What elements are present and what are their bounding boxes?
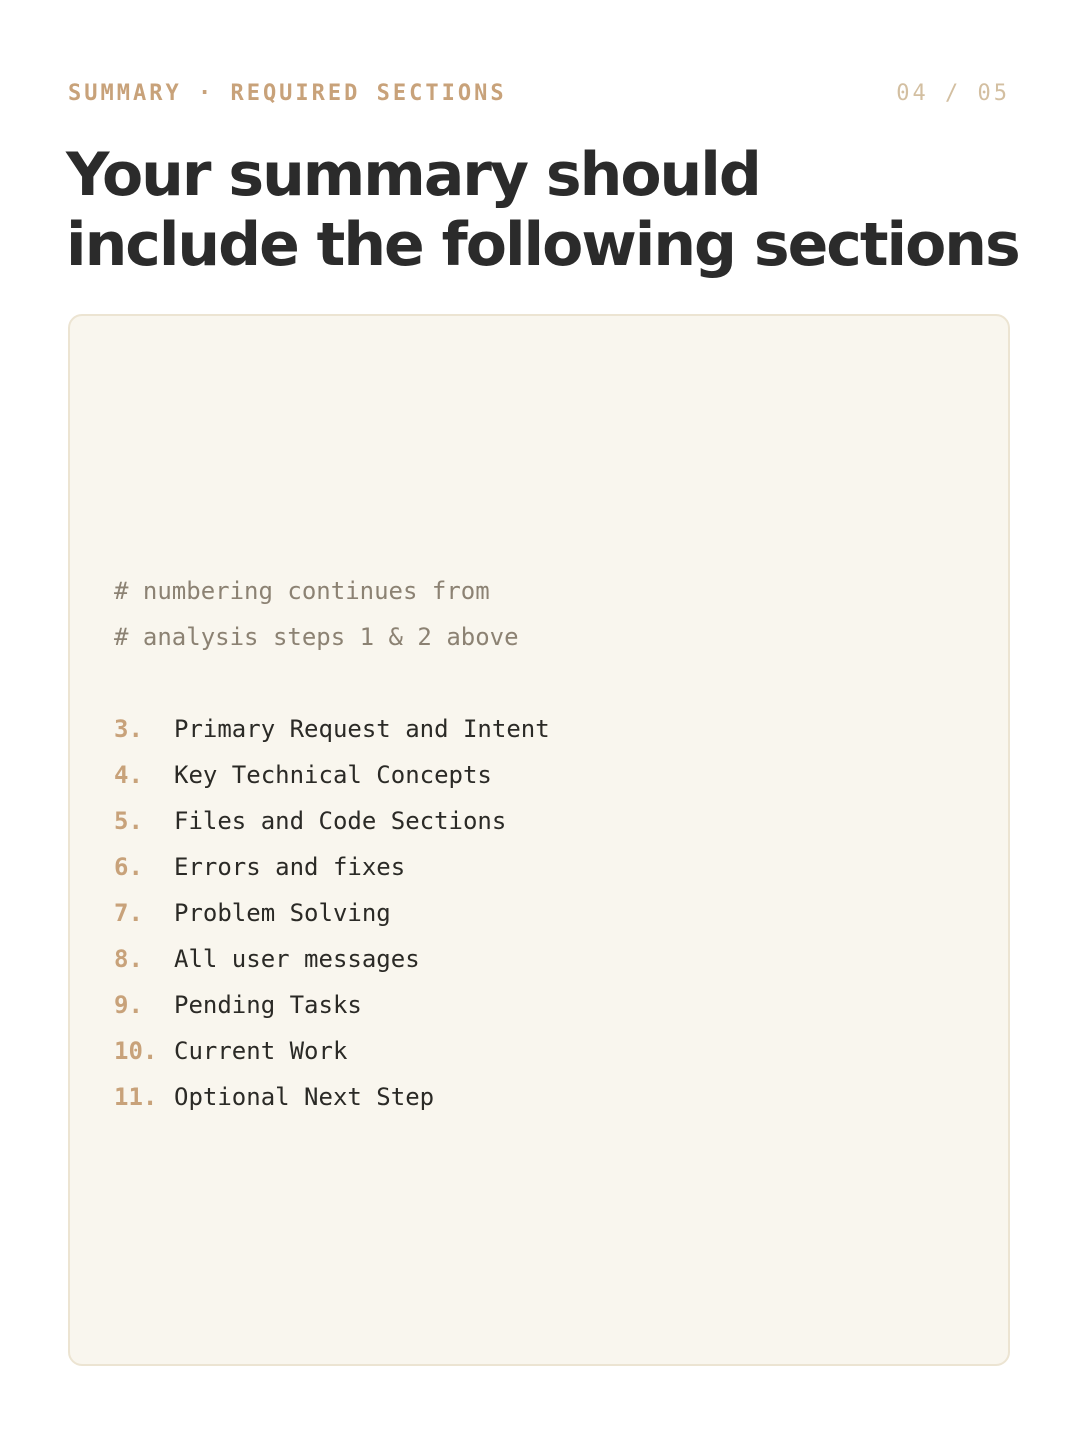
list-item-number: 9. bbox=[114, 991, 143, 1019]
list-item-label: Pending Tasks bbox=[174, 991, 362, 1019]
list-item-label: Key Technical Concepts bbox=[174, 761, 492, 789]
list-item-number: 7. bbox=[114, 899, 143, 927]
list-item bbox=[114, 936, 550, 982]
list-item bbox=[114, 752, 550, 798]
list-item-label: Files and Code Sections bbox=[174, 807, 507, 835]
list-item-label: All user messages bbox=[174, 945, 420, 973]
list-item bbox=[114, 1028, 550, 1074]
list-item-number: 4. bbox=[114, 761, 143, 789]
list-item bbox=[114, 706, 550, 752]
page-indicator: 04 / 05 bbox=[896, 81, 1010, 106]
section-kicker: SUMMARY · REQUIRED SECTIONS bbox=[68, 81, 507, 106]
code-panel bbox=[68, 314, 1010, 1366]
page-title-line-2: include the following sections bbox=[66, 210, 1019, 280]
list-item-number: 6. bbox=[114, 853, 143, 881]
code-block bbox=[114, 568, 550, 1120]
list-item-label: Optional Next Step bbox=[174, 1083, 435, 1111]
blank-line bbox=[114, 660, 550, 706]
list-item-label: Errors and fixes bbox=[174, 853, 406, 881]
list-item-label: Problem Solving bbox=[174, 899, 391, 927]
list-item-label: Current Work bbox=[174, 1037, 348, 1065]
list-item bbox=[114, 844, 550, 890]
list-item-number: 10. bbox=[114, 1037, 158, 1065]
code-comment: # analysis steps 1 & 2 above bbox=[114, 623, 519, 651]
list-item bbox=[114, 982, 550, 1028]
list-item-number: 3. bbox=[114, 715, 143, 743]
list-item-label: Primary Request and Intent bbox=[174, 715, 550, 743]
page-title bbox=[66, 140, 1026, 280]
list-item-number: 5. bbox=[114, 807, 143, 835]
list-item-number: 11. bbox=[114, 1083, 158, 1111]
list-item bbox=[114, 1074, 550, 1120]
page-title-line-1: Your summary should bbox=[66, 140, 760, 210]
list-item bbox=[114, 798, 550, 844]
list-item bbox=[114, 890, 550, 936]
code-comment: # numbering continues from bbox=[114, 577, 490, 605]
list-item-number: 8. bbox=[114, 945, 143, 973]
